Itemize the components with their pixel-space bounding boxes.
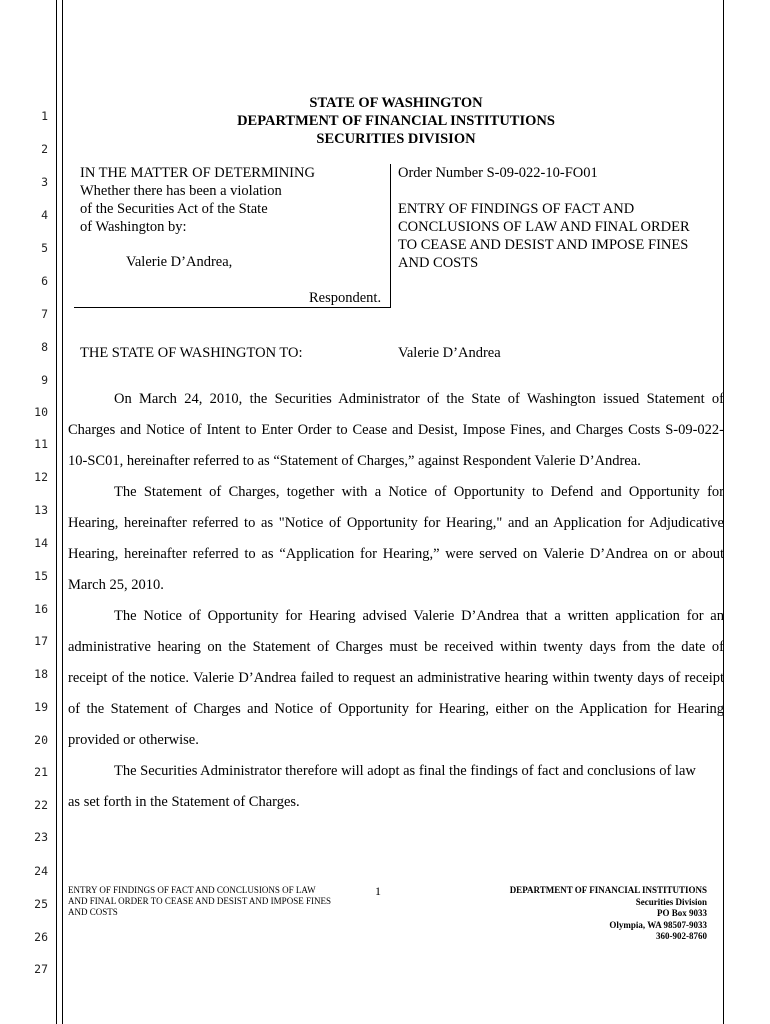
header-division: SECURITIES DIVISION [316, 131, 476, 147]
line-number: 5 [41, 241, 48, 255]
order-number: Order Number S-09-022-10-FO01 [398, 165, 598, 181]
line-number: 8 [41, 340, 48, 354]
line-number: 21 [34, 765, 48, 779]
order-title [398, 200, 718, 272]
line-number: 16 [34, 602, 48, 616]
line-number: 9 [41, 373, 48, 387]
line-number: 12 [34, 470, 48, 484]
body-line: The Securities Administrator therefore will adopt as final the findings of fact and conclusions of law [114, 763, 696, 779]
left-margin-rule-inner [62, 0, 63, 1024]
footer-address-line: Securities Division [635, 896, 707, 907]
body-line: as set forth in the Statement of Charges. [68, 794, 300, 810]
order-title-line: AND COSTS [398, 255, 479, 271]
header-department: DEPARTMENT OF FINANCIAL INSTITUTIONS [237, 113, 555, 129]
body-line: of the Statement of Charges and Notice of Opportunity for Hearing, either on the Application for Hearing [68, 701, 724, 717]
right-margin-rule [723, 0, 724, 1024]
footer-address-line: PO Box 9033 [656, 908, 707, 918]
line-number: 11 [34, 437, 48, 451]
footer-title-line: AND COSTS [68, 907, 118, 917]
caption-line: of Washington by: [80, 219, 187, 235]
header-state: STATE OF WASHINGTON [309, 95, 483, 111]
caption-line: of the Securities Act of the State [80, 201, 268, 217]
footer-title-line: AND FINAL ORDER TO CEASE AND DESIST AND IMPOSE FINES [68, 896, 331, 906]
line-number: 22 [34, 798, 48, 812]
footer-address [430, 885, 707, 943]
page-number: 1 [375, 884, 381, 898]
line-number: 18 [34, 667, 48, 681]
body-line: The Notice of Opportunity for Hearing advised Valerie D’Andrea that a written application for an [114, 608, 724, 624]
footer-address-line: 360-902-8760 [656, 931, 707, 941]
document-header [200, 94, 592, 148]
line-number: 10 [34, 405, 48, 419]
body-line: 10-SC01, hereinafter referred to as “Statement of Charges,” against Respondent Valerie D’Andrea. [68, 453, 641, 469]
line-number: 27 [34, 962, 48, 976]
line-number: 13 [34, 503, 48, 517]
body-line: Charges and Notice of Intent to Enter Order to Cease and Desist, Impose Fines, and Charges Costs S-09-022- [68, 422, 724, 438]
caption-line: Whether there has been a violation [80, 183, 282, 199]
respondent-label: Respondent. [309, 290, 382, 306]
line-number: 17 [34, 634, 48, 648]
line-number: 6 [41, 274, 48, 288]
body-line: March 25, 2010. [68, 577, 164, 593]
line-number: 20 [34, 733, 48, 747]
left-margin-rule-outer [56, 0, 57, 1024]
line-number: 2 [41, 142, 48, 156]
line-number: 25 [34, 897, 48, 911]
line-number: 1 [41, 109, 48, 123]
caption-underline [74, 307, 391, 308]
body-line: receipt of the notice. Valerie D’Andrea failed to request an administrative hearing within twenty days of receipt [68, 670, 724, 686]
line-number: 3 [41, 175, 48, 189]
line-number: 14 [34, 536, 48, 550]
caption-line: IN THE MATTER OF DETERMINING [80, 165, 315, 181]
order-title-line: TO CEASE AND DESIST AND IMPOSE FINES [398, 237, 689, 253]
body-line: Hearing, hereinafter referred to as “Application for Hearing,” were served on Valerie D’Andrea on or about [68, 546, 724, 562]
line-number: 24 [34, 864, 48, 878]
footer-address-line: DEPARTMENT OF FINANCIAL INSTITUTIONS [509, 885, 707, 895]
body-line: administrative hearing on the Statement of Charges must be received within twenty days from the date of [68, 639, 724, 655]
body-line: Hearing, hereinafter referred to as "Notice of Opportunity for Hearing," and an Application for Adjudicative [68, 515, 724, 531]
footer-address-line: Olympia, WA 98507-9033 [609, 919, 707, 930]
respondent-name: Valerie D’Andrea, [126, 254, 233, 270]
caption-divider [390, 164, 391, 308]
line-number: 4 [41, 208, 48, 222]
caption-matter [80, 164, 380, 236]
footer-title [68, 885, 368, 918]
body-line: On March 24, 2010, the Securities Administrator of the State of Washington issued Statement of [114, 391, 724, 407]
line-number: 7 [41, 307, 48, 321]
body-line: provided or otherwise. [68, 732, 199, 748]
addressee-label: THE STATE OF WASHINGTON TO: [80, 345, 303, 361]
order-title-line: ENTRY OF FINDINGS OF FACT AND [398, 201, 635, 217]
order-title-line: CONCLUSIONS OF LAW AND FINAL ORDER [398, 219, 690, 235]
caption-order [398, 164, 718, 272]
body-line: The Statement of Charges, together with a Notice of Opportunity to Defend and Opportunity for [114, 484, 724, 500]
line-number: 19 [34, 700, 48, 714]
line-number: 15 [34, 569, 48, 583]
footer-title-line: ENTRY OF FINDINGS OF FACT AND CONCLUSIONS OF LAW [68, 885, 316, 895]
line-number: 26 [34, 930, 48, 944]
line-number: 23 [34, 830, 48, 844]
addressee-name: Valerie D’Andrea [398, 345, 501, 361]
